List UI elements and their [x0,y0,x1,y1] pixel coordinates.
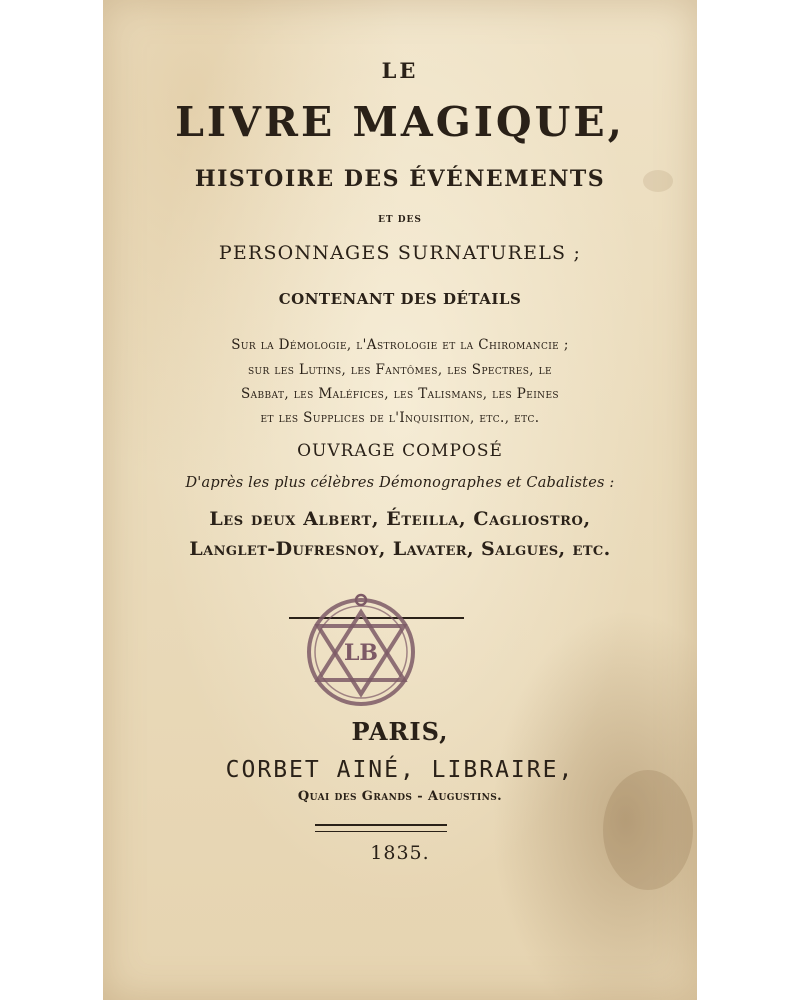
publication-year: 1835. [370,842,430,864]
subtitle-line-2: PERSONNAGES SURNATURELS ; [218,242,582,264]
authors-line-2: Langlet-Dufresnoy, Lavater, Salgues, etc. [189,538,611,560]
foxing-stain [603,770,693,890]
title-article: LE [381,58,419,83]
contents-heading: CONTENANT DES DÉTAILS [278,290,522,308]
details-line: sur les Lutins, les Fantômes, les Spectres, le [247,362,553,378]
authors-line-1: Les deux Albert, Éteilla, Cagliostro, [209,508,591,530]
details-line: Sabbat, les Maléfices, les Talismans, les Peines [240,386,559,402]
place-of-publication: PARIS, [351,717,449,746]
book-title: LIVRE MAGIQUE, [175,98,625,146]
subtitle-conjunction: ET DES [378,215,422,225]
work-composed-heading: OUVRAGE COMPOSÉ [297,441,503,461]
title-page [103,0,697,1000]
publisher-name: CORBET AINÉ, LIBRAIRE, [225,757,575,783]
stamp-monogram: LB [343,640,379,666]
publisher-address: Quai des Grands - Augustins. [297,789,503,804]
details-line: et les Supplices de l'Inquisition, etc., etc. [260,410,540,426]
double-rule [315,824,447,832]
library-stamp-icon [296,590,426,708]
details-line: Sur la Démologie, l'Astrologie et la Chiromancie ; [231,337,569,353]
subtitle-line-1: HISTOIRE DES ÉVÉNEMENTS [194,166,606,192]
sources-line: D'après les plus célèbres Démonographes et Cabalistes : [185,475,615,491]
